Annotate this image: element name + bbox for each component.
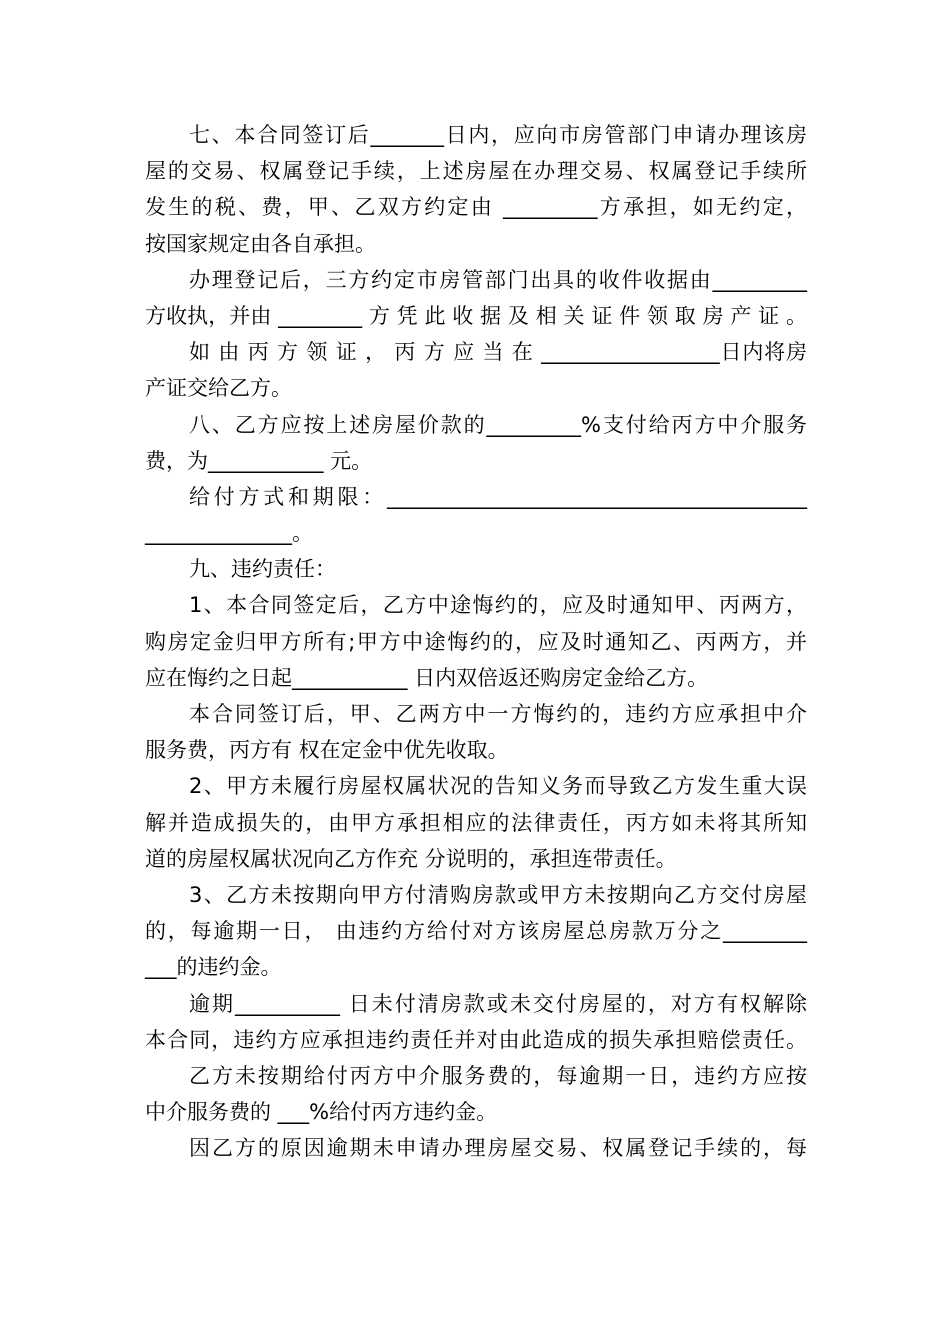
document-line: 1、本合同签定后，乙方中途悔约的，应及时通知甲、丙两方， — [189, 593, 807, 618]
document-line: 3、乙方未按期向甲方付清购房款或甲方未按期向乙方交付房屋 — [189, 882, 807, 907]
document-line: 应在悔约之日起___________ 日内双倍返还购房定金给乙方。 — [145, 665, 709, 690]
document-line: 解并造成损失的，由甲方承担相应的法律责任，丙方如未将其所知 — [145, 810, 807, 835]
document-line: 本合同，违约方应承担违约责任并对由此造成的损失承担赔偿责任。 — [145, 1027, 807, 1052]
document-line: 屋的交易、权属登记手续，上述房屋在办理交易、权属登记手续所 — [145, 159, 807, 184]
document-line: 中介服务费的 ___%给付丙方违约金。 — [145, 1100, 498, 1125]
document-line: 方收执，并由 ________ 方 凭 此 收 据 及 相 关 证 件 领 取 房 产 证 。 — [145, 303, 807, 328]
document-line: 产证交给乙方。 — [145, 376, 292, 401]
document-line: 给付方式和期限：________________________________________ — [189, 484, 807, 509]
document-line: ___的违约金。 — [145, 955, 282, 980]
document-line: 九、违约责任： — [189, 557, 336, 582]
document-body — [145, 117, 807, 1166]
document-line: 的，每逾期一日， 由违约方给付对方该房屋总房款万分之________ — [145, 919, 807, 944]
document-line: 办理登记后，三方约定市房管部门出具的收件收据由_________ — [189, 267, 807, 292]
document-line: 按国家规定由各自承担。 — [145, 231, 376, 256]
document-line: 发生的税、费，甲、乙双方约定由 _________方承担，如无约定， — [145, 195, 807, 220]
document-line: 因乙方的原因逾期未申请办理房屋交易、权属登记手续的，每 — [189, 1136, 807, 1161]
document-line: 乙方未按期给付丙方中介服务费的，每逾期一日，违约方应按 — [189, 1063, 807, 1088]
document-line: 费，为___________ 元。 — [145, 448, 373, 473]
document-line: 如 由 丙 方 领 证 ， 丙 方 应 当 在 _________________日内将房 — [189, 340, 807, 365]
document-line: 道的房屋权属状况向乙方作充 分说明的，承担连带责任。 — [145, 846, 677, 871]
document-line: 八、乙方应按上述房屋价款的_________%支付给丙方中介服务 — [189, 412, 807, 437]
document-line: 购房定金归甲方所有;甲方中途悔约的，应及时通知乙、丙两方，并 — [145, 629, 807, 654]
document-line: 2、甲方未履行房屋权属状况的告知义务而导致乙方发生重大误 — [189, 774, 807, 799]
document-line: 七、本合同签订后_______日内，应向市房管部门申请办理该房 — [189, 123, 807, 147]
document-line: ______________。 — [145, 521, 313, 546]
document-line: 服务费，丙方有 权在定金中优先收取。 — [145, 738, 509, 763]
document-line: 逾期__________ 日未付清房款或未交付房屋的，对方有权解除 — [189, 991, 807, 1016]
document-line: 本合同签订后，甲、乙两方中一方悔约的，违约方应承担中介 — [189, 702, 807, 726]
